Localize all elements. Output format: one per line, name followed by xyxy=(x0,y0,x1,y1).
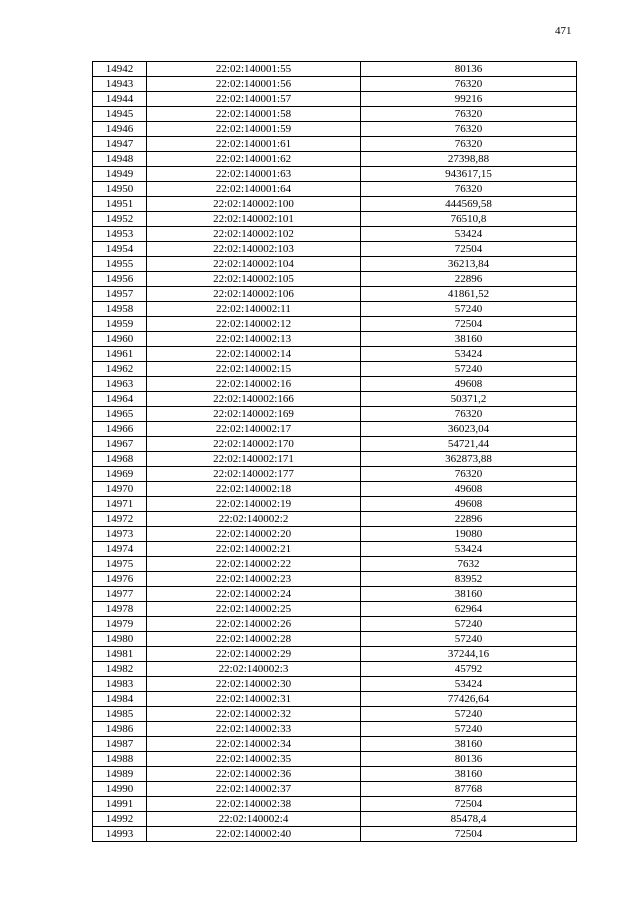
table-row xyxy=(93,542,577,557)
table-row xyxy=(93,647,577,662)
cadastral-number-cell: 22:02:140002:24 xyxy=(147,587,361,602)
cadastral-number-cell: 22:02:140002:35 xyxy=(147,752,361,767)
cadastral-number-cell: 22:02:140002:101 xyxy=(147,212,361,227)
table-row xyxy=(93,422,577,437)
cadastral-number-cell: 22:02:140002:170 xyxy=(147,437,361,452)
value-cell: 54721,44 xyxy=(361,437,577,452)
row-number-cell: 14980 xyxy=(93,632,147,647)
cadastral-number-cell: 22:02:140002:171 xyxy=(147,452,361,467)
row-number-cell: 14985 xyxy=(93,707,147,722)
cadastral-number-cell: 22:02:140002:16 xyxy=(147,377,361,392)
table-row xyxy=(93,197,577,212)
cadastral-number-cell: 22:02:140002:25 xyxy=(147,602,361,617)
cadastral-number-cell: 22:02:140002:29 xyxy=(147,647,361,662)
value-cell: 72504 xyxy=(361,242,577,257)
cadastral-number-cell: 22:02:140002:36 xyxy=(147,767,361,782)
value-cell: 77426,64 xyxy=(361,692,577,707)
row-number-cell: 14944 xyxy=(93,92,147,107)
cadastral-number-cell: 22:02:140002:37 xyxy=(147,782,361,797)
value-cell: 37244,16 xyxy=(361,647,577,662)
table-row xyxy=(93,602,577,617)
table-row xyxy=(93,782,577,797)
row-number-cell: 14952 xyxy=(93,212,147,227)
row-number-cell: 14971 xyxy=(93,497,147,512)
value-cell: 76320 xyxy=(361,107,577,122)
value-cell: 38160 xyxy=(361,737,577,752)
table-row xyxy=(93,437,577,452)
row-number-cell: 14988 xyxy=(93,752,147,767)
table-row xyxy=(93,332,577,347)
value-cell: 87768 xyxy=(361,782,577,797)
value-cell: 22896 xyxy=(361,272,577,287)
value-cell: 49608 xyxy=(361,482,577,497)
table-row xyxy=(93,107,577,122)
table-row xyxy=(93,812,577,827)
value-cell: 57240 xyxy=(361,617,577,632)
row-number-cell: 14955 xyxy=(93,257,147,272)
row-number-cell: 14943 xyxy=(93,77,147,92)
row-number-cell: 14973 xyxy=(93,527,147,542)
cadastral-number-cell: 22:02:140002:12 xyxy=(147,317,361,332)
table-row xyxy=(93,77,577,92)
table-row xyxy=(93,722,577,737)
table-row xyxy=(93,407,577,422)
value-cell: 45792 xyxy=(361,662,577,677)
row-number-cell: 14961 xyxy=(93,347,147,362)
table-row xyxy=(93,572,577,587)
row-number-cell: 14974 xyxy=(93,542,147,557)
cadastral-number-cell: 22:02:140002:18 xyxy=(147,482,361,497)
value-cell: 62964 xyxy=(361,602,577,617)
cadastral-number-cell: 22:02:140002:23 xyxy=(147,572,361,587)
value-cell: 57240 xyxy=(361,362,577,377)
row-number-cell: 14977 xyxy=(93,587,147,602)
cadastral-number-cell: 22:02:140002:28 xyxy=(147,632,361,647)
value-cell: 57240 xyxy=(361,302,577,317)
value-cell: 57240 xyxy=(361,632,577,647)
row-number-cell: 14981 xyxy=(93,647,147,662)
table-row xyxy=(93,377,577,392)
value-cell: 53424 xyxy=(361,347,577,362)
value-cell: 76320 xyxy=(361,467,577,482)
row-number-cell: 14979 xyxy=(93,617,147,632)
row-number-cell: 14972 xyxy=(93,512,147,527)
cadastral-number-cell: 22:02:140002:14 xyxy=(147,347,361,362)
row-number-cell: 14967 xyxy=(93,437,147,452)
cadastral-number-cell: 22:02:140002:26 xyxy=(147,617,361,632)
value-cell: 80136 xyxy=(361,62,577,77)
value-cell: 50371,2 xyxy=(361,392,577,407)
table-row xyxy=(93,467,577,482)
cadastral-number-cell: 22:02:140002:40 xyxy=(147,827,361,842)
row-number-cell: 14965 xyxy=(93,407,147,422)
table-row xyxy=(93,257,577,272)
row-number-cell: 14991 xyxy=(93,797,147,812)
cadastral-number-cell: 22:02:140002:103 xyxy=(147,242,361,257)
value-cell: 57240 xyxy=(361,707,577,722)
table-row xyxy=(93,182,577,197)
row-number-cell: 14976 xyxy=(93,572,147,587)
table-row xyxy=(93,827,577,842)
cadastral-number-cell: 22:02:140001:62 xyxy=(147,152,361,167)
row-number-cell: 14992 xyxy=(93,812,147,827)
table-row xyxy=(93,152,577,167)
table-row xyxy=(93,272,577,287)
value-cell: 36023,04 xyxy=(361,422,577,437)
cadastral-number-cell: 22:02:140001:61 xyxy=(147,137,361,152)
value-cell: 53424 xyxy=(361,227,577,242)
value-cell: 38160 xyxy=(361,587,577,602)
row-number-cell: 14958 xyxy=(93,302,147,317)
value-cell: 943617,15 xyxy=(361,167,577,182)
row-number-cell: 14984 xyxy=(93,692,147,707)
row-number-cell: 14962 xyxy=(93,362,147,377)
table-row xyxy=(93,212,577,227)
table-row xyxy=(93,662,577,677)
table-row xyxy=(93,242,577,257)
cadastral-number-cell: 22:02:140001:59 xyxy=(147,122,361,137)
table-row xyxy=(93,62,577,77)
row-number-cell: 14957 xyxy=(93,287,147,302)
row-number-cell: 14963 xyxy=(93,377,147,392)
row-number-cell: 14986 xyxy=(93,722,147,737)
value-cell: 85478,4 xyxy=(361,812,577,827)
table-row xyxy=(93,362,577,377)
value-cell: 72504 xyxy=(361,827,577,842)
value-cell: 80136 xyxy=(361,752,577,767)
cadastral-number-cell: 22:02:140002:38 xyxy=(147,797,361,812)
table-row xyxy=(93,122,577,137)
cadastral-number-cell: 22:02:140002:15 xyxy=(147,362,361,377)
value-cell: 444569,58 xyxy=(361,197,577,212)
cadastral-number-cell: 22:02:140002:169 xyxy=(147,407,361,422)
value-cell: 36213,84 xyxy=(361,257,577,272)
value-cell: 57240 xyxy=(361,722,577,737)
value-cell: 53424 xyxy=(361,542,577,557)
table-row xyxy=(93,692,577,707)
value-cell: 72504 xyxy=(361,317,577,332)
value-cell: 362873,88 xyxy=(361,452,577,467)
cadastral-number-cell: 22:02:140002:106 xyxy=(147,287,361,302)
value-cell: 41861,52 xyxy=(361,287,577,302)
value-cell: 7632 xyxy=(361,557,577,572)
value-cell: 76320 xyxy=(361,407,577,422)
row-number-cell: 14987 xyxy=(93,737,147,752)
table-row xyxy=(93,752,577,767)
cadastral-number-cell: 22:02:140002:104 xyxy=(147,257,361,272)
value-cell: 27398,88 xyxy=(361,152,577,167)
cadastral-number-cell: 22:02:140002:30 xyxy=(147,677,361,692)
table-row xyxy=(93,527,577,542)
table-row xyxy=(93,392,577,407)
table-row xyxy=(93,497,577,512)
cadastral-number-cell: 22:02:140002:17 xyxy=(147,422,361,437)
table-row xyxy=(93,617,577,632)
row-number-cell: 14942 xyxy=(93,62,147,77)
row-number-cell: 14989 xyxy=(93,767,147,782)
value-cell: 83952 xyxy=(361,572,577,587)
table-row xyxy=(93,677,577,692)
value-cell: 38160 xyxy=(361,767,577,782)
row-number-cell: 14949 xyxy=(93,167,147,182)
table-row xyxy=(93,227,577,242)
value-cell: 76510,8 xyxy=(361,212,577,227)
table-row xyxy=(93,287,577,302)
cadastral-number-cell: 22:02:140002:177 xyxy=(147,467,361,482)
cadastral-number-cell: 22:02:140002:3 xyxy=(147,662,361,677)
table-body xyxy=(93,62,577,842)
table-row xyxy=(93,512,577,527)
row-number-cell: 14966 xyxy=(93,422,147,437)
cadastral-number-cell: 22:02:140002:11 xyxy=(147,302,361,317)
row-number-cell: 14959 xyxy=(93,317,147,332)
cadastral-number-cell: 22:02:140001:63 xyxy=(147,167,361,182)
value-cell: 22896 xyxy=(361,512,577,527)
row-number-cell: 14969 xyxy=(93,467,147,482)
cadastral-number-cell: 22:02:140001:56 xyxy=(147,77,361,92)
cadastral-number-cell: 22:02:140002:31 xyxy=(147,692,361,707)
value-cell: 49608 xyxy=(361,497,577,512)
table-row xyxy=(93,632,577,647)
table-row xyxy=(93,737,577,752)
table-row xyxy=(93,302,577,317)
value-cell: 38160 xyxy=(361,332,577,347)
value-cell: 49608 xyxy=(361,377,577,392)
cadastral-number-cell: 22:02:140002:2 xyxy=(147,512,361,527)
table-row xyxy=(93,587,577,602)
row-number-cell: 14960 xyxy=(93,332,147,347)
row-number-cell: 14954 xyxy=(93,242,147,257)
cadastral-number-cell: 22:02:140002:19 xyxy=(147,497,361,512)
row-number-cell: 14956 xyxy=(93,272,147,287)
cadastral-number-cell: 22:02:140002:102 xyxy=(147,227,361,242)
value-cell: 19080 xyxy=(361,527,577,542)
cadastral-number-cell: 22:02:140002:13 xyxy=(147,332,361,347)
row-number-cell: 14947 xyxy=(93,137,147,152)
row-number-cell: 14950 xyxy=(93,182,147,197)
row-number-cell: 14983 xyxy=(93,677,147,692)
row-number-cell: 14968 xyxy=(93,452,147,467)
page-number: 471 xyxy=(555,25,572,37)
cadastral-number-cell: 22:02:140001:55 xyxy=(147,62,361,77)
value-cell: 76320 xyxy=(361,122,577,137)
row-number-cell: 14982 xyxy=(93,662,147,677)
value-cell: 72504 xyxy=(361,797,577,812)
cadastral-number-cell: 22:02:140001:58 xyxy=(147,107,361,122)
table-row xyxy=(93,767,577,782)
cadastral-number-cell: 22:02:140002:33 xyxy=(147,722,361,737)
table-row xyxy=(93,452,577,467)
table-row xyxy=(93,557,577,572)
row-number-cell: 14975 xyxy=(93,557,147,572)
row-number-cell: 14964 xyxy=(93,392,147,407)
table-row xyxy=(93,317,577,332)
cadastral-number-cell: 22:02:140002:100 xyxy=(147,197,361,212)
row-number-cell: 14978 xyxy=(93,602,147,617)
value-cell: 53424 xyxy=(361,677,577,692)
cadastral-number-cell: 22:02:140001:57 xyxy=(147,92,361,107)
row-number-cell: 14993 xyxy=(93,827,147,842)
cadastral-number-cell: 22:02:140002:34 xyxy=(147,737,361,752)
cadastral-number-cell: 22:02:140002:21 xyxy=(147,542,361,557)
value-cell: 99216 xyxy=(361,92,577,107)
row-number-cell: 14946 xyxy=(93,122,147,137)
cadastral-number-cell: 22:02:140001:64 xyxy=(147,182,361,197)
row-number-cell: 14951 xyxy=(93,197,147,212)
table-row xyxy=(93,482,577,497)
cadastral-number-cell: 22:02:140002:22 xyxy=(147,557,361,572)
table-row xyxy=(93,797,577,812)
table-row xyxy=(93,137,577,152)
table-row xyxy=(93,167,577,182)
value-cell: 76320 xyxy=(361,137,577,152)
row-number-cell: 14945 xyxy=(93,107,147,122)
row-number-cell: 14948 xyxy=(93,152,147,167)
table-row xyxy=(93,347,577,362)
row-number-cell: 14990 xyxy=(93,782,147,797)
cadastral-number-cell: 22:02:140002:20 xyxy=(147,527,361,542)
data-table xyxy=(92,61,577,842)
value-cell: 76320 xyxy=(361,77,577,92)
cadastral-number-cell: 22:02:140002:166 xyxy=(147,392,361,407)
table-row xyxy=(93,707,577,722)
cadastral-number-cell: 22:02:140002:32 xyxy=(147,707,361,722)
row-number-cell: 14970 xyxy=(93,482,147,497)
table-row xyxy=(93,92,577,107)
cadastral-number-cell: 22:02:140002:105 xyxy=(147,272,361,287)
cadastral-number-cell: 22:02:140002:4 xyxy=(147,812,361,827)
row-number-cell: 14953 xyxy=(93,227,147,242)
value-cell: 76320 xyxy=(361,182,577,197)
